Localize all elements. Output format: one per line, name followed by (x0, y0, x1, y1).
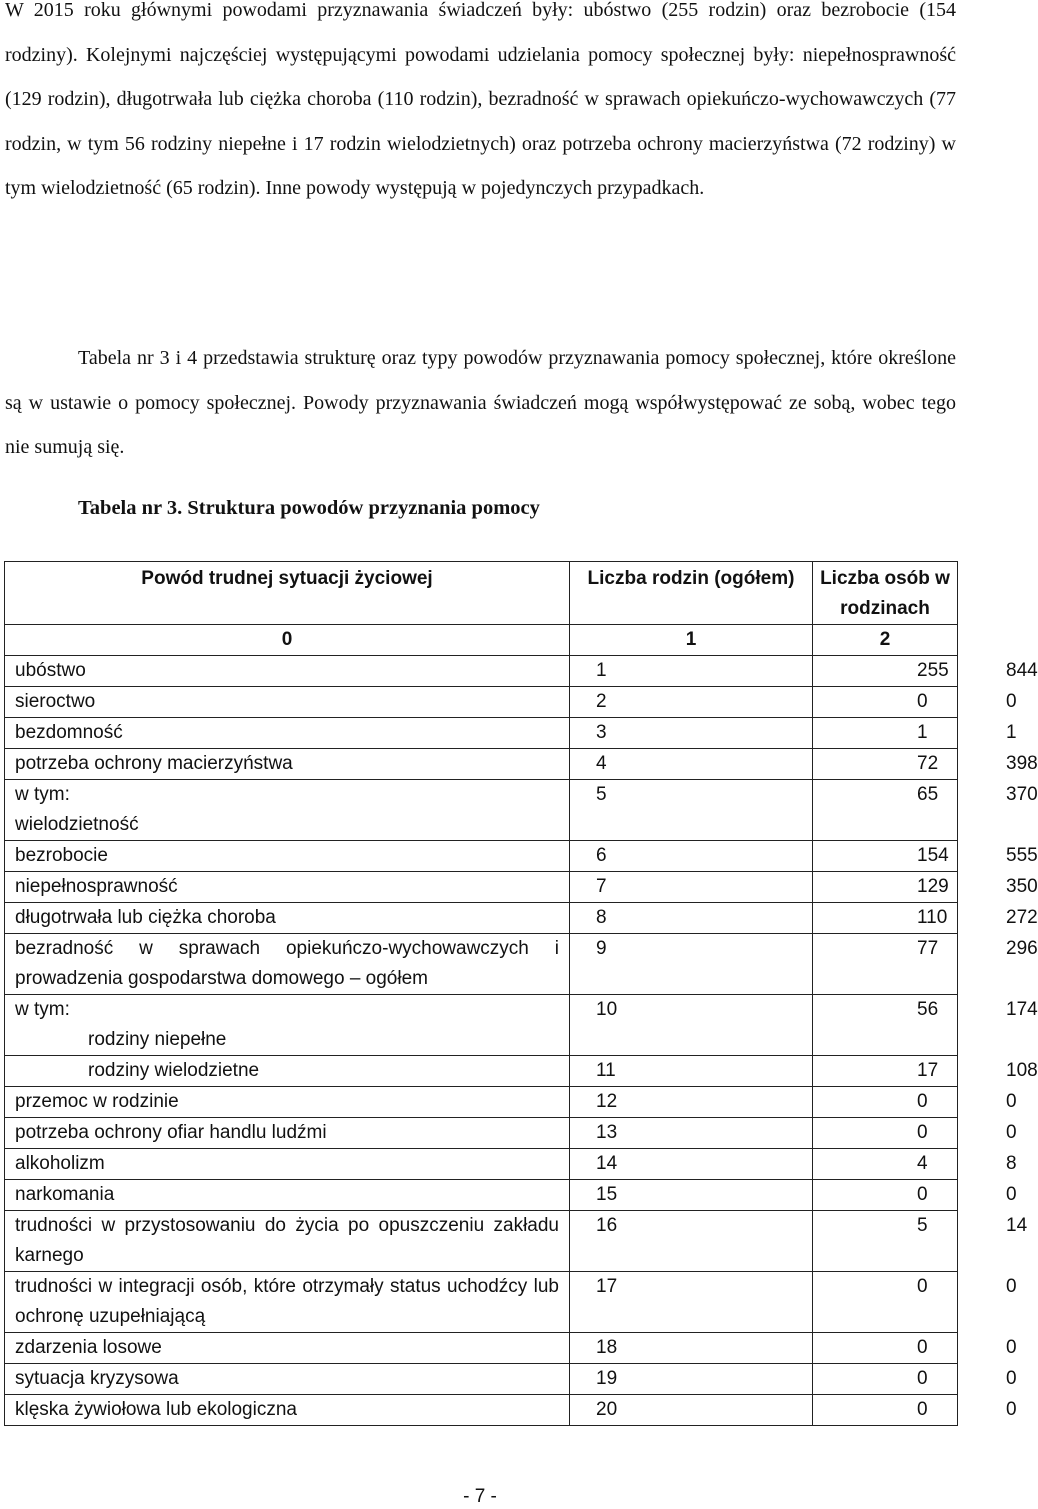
column-number: 0 (5, 625, 570, 656)
row-label: przemoc w rodzinie (5, 1087, 570, 1118)
table-row: zdarzenia losowe 18 0 0 (5, 1333, 958, 1364)
table-row: bezradność w sprawach opiekuńczo-wychowawczych i prowadzenia gospodarstwa domowego – ogółem 9 77 296 (5, 934, 958, 995)
table-row: ubóstwo 1 255 844 (5, 656, 958, 687)
families-count: 0 (813, 1180, 958, 1211)
families-count: 0 (813, 1364, 958, 1395)
row-label-prefix: w tym: (15, 784, 70, 805)
table-row: potrzeba ochrony macierzyństwa 4 72 398 (5, 749, 958, 780)
families-count: 0 (813, 1118, 958, 1149)
table-row: przemoc w rodzinie 12 0 0 (5, 1087, 958, 1118)
row-number: 9 (570, 934, 813, 995)
row-number: 14 (570, 1149, 813, 1180)
row-label: potrzeba ochrony macierzyństwa (5, 749, 570, 780)
row-label: alkoholizm (5, 1149, 570, 1180)
families-count: 0 (813, 687, 958, 718)
row-label: długotrwała lub ciężka choroba (5, 903, 570, 934)
families-count: 110 (813, 903, 958, 934)
header-families: Liczba rodzin (ogółem) (570, 562, 813, 625)
families-count: 0 (813, 1272, 958, 1333)
families-count: 77 (813, 934, 958, 995)
table-description-paragraph: Tabela nr 3 i 4 przedstawia strukturę oraz typy powodów przyznawania pomocy społecznej, które określone są w ustawie o pomocy społecznej. Powody przyznawania świadczeń mogą współwystępować ze sobą, wobec tego nie sumują się. (5, 347, 956, 458)
families-count: 0 (813, 1395, 958, 1426)
table-row: trudności w integracji osób, które otrzymały status uchodźcy lub ochronę uzupełniającą 17 0 0 (5, 1272, 958, 1333)
row-label: niepełnosprawność (5, 872, 570, 903)
families-count: 65 (813, 780, 958, 841)
table-row: alkoholizm 14 4 8 (5, 1149, 958, 1180)
row-label: potrzeba ochrony ofiar handlu ludźmi (5, 1118, 570, 1149)
row-number: 12 (570, 1087, 813, 1118)
row-number: 2 (570, 687, 813, 718)
table-row: sytuacja kryzysowa 19 0 0 (5, 1364, 958, 1395)
row-label: trudności w przystosowaniu do życia po opuszczeniu zakładu karnego (5, 1211, 570, 1272)
table-row: bezrobocie 6 154 555 (5, 841, 958, 872)
row-number: 7 (570, 872, 813, 903)
row-label: bezrobocie (5, 841, 570, 872)
table-row: w tym: wielodzietność 5 65 370 (5, 780, 958, 841)
table-row: narkomania 15 0 0 (5, 1180, 958, 1211)
families-count: 56 (813, 995, 958, 1056)
families-count: 1 (813, 718, 958, 749)
row-label: narkomania (5, 1180, 570, 1211)
families-count: 5 (813, 1211, 958, 1272)
row-number: 15 (570, 1180, 813, 1211)
table-row: w tym: rodziny niepełne 10 56 174 (5, 995, 958, 1056)
row-label-sub: rodziny niepełne (88, 1029, 227, 1050)
row-number: 16 (570, 1211, 813, 1272)
table-row: klęska żywiołowa lub ekologiczna 20 0 0 (5, 1395, 958, 1426)
families-count: 129 (813, 872, 958, 903)
families-count: 154 (813, 841, 958, 872)
table-caption: Tabela nr 3. Struktura powodów przyznania pomocy (78, 497, 540, 519)
row-number: 5 (570, 780, 813, 841)
families-count: 72 (813, 749, 958, 780)
reasons-table (4, 561, 1038, 1426)
row-label: sieroctwo (5, 687, 570, 718)
table-body (5, 625, 1038, 1426)
row-number: 10 (570, 995, 813, 1056)
row-number: 1 (570, 656, 813, 687)
row-label (5, 995, 570, 1056)
families-count: 17 (813, 1056, 958, 1087)
column-number: 2 (813, 625, 958, 656)
row-number: 19 (570, 1364, 813, 1395)
row-number: 18 (570, 1333, 813, 1364)
table-row: bezdomność 3 1 1 (5, 718, 958, 749)
families-count: 0 (813, 1333, 958, 1364)
row-number: 8 (570, 903, 813, 934)
row-label: trudności w integracji osób, które otrzymały status uchodźcy lub ochronę uzupełniającą (5, 1272, 570, 1333)
header-persons: Liczba osób w rodzinach (813, 562, 958, 625)
row-label: bezdomność (5, 718, 570, 749)
row-number: 11 (570, 1056, 813, 1087)
table-row: potrzeba ochrony ofiar handlu ludźmi 13 0 0 (5, 1118, 958, 1149)
families-count: 255 (813, 656, 958, 687)
table-row: niepełnosprawność 7 129 350 (5, 872, 958, 903)
row-label-prefix: w tym: (15, 999, 70, 1020)
row-number: 13 (570, 1118, 813, 1149)
row-number: 3 (570, 718, 813, 749)
header-reason: Powód trudnej sytuacji życiowej (5, 562, 570, 625)
row-number: 6 (570, 841, 813, 872)
row-label: ubóstwo (5, 656, 570, 687)
row-label: zdarzenia losowe (5, 1333, 570, 1364)
families-count: 4 (813, 1149, 958, 1180)
row-number: 4 (570, 749, 813, 780)
column-number-row (5, 625, 958, 656)
row-label: bezradność w sprawach opiekuńczo-wychowawczych i prowadzenia gospodarstwa domowego – ogółem (5, 934, 570, 995)
intro-paragraph: W 2015 roku głównymi powodami przyznawania świadczeń były: ubóstwo (255 rodzin) oraz bezrobocie (154 rodziny). Kolejnymi najczęściej występującymi powodami udzielania pomocy społecznej były: niepełnosprawność (129 rodzin), długotrwała lub ciężka choroba (110 rodzin), bezradność w sprawach opiekuńczo-wychowawczych (77 rodzin, w tym 56 rodziny niepełne i 17 rodzin wielodzietnych) oraz potrzeba ochrony macierzyństwa (72 rodziny) w tym wielodzietność (65 rodzin). Inne powody występują w pojedynczych przypadkach. (5, 0, 956, 199)
table-row: trudności w przystosowaniu do życia po opuszczeniu zakładu karnego 16 5 14 (5, 1211, 958, 1272)
row-label: klęska żywiołowa lub ekologiczna (5, 1395, 570, 1426)
families-count: 0 (813, 1087, 958, 1118)
page-number: - 7 - (463, 1486, 497, 1507)
row-number: 20 (570, 1395, 813, 1426)
table-row: długotrwała lub ciężka choroba 8 110 272 (5, 903, 958, 934)
row-label: sytuacja kryzysowa (5, 1364, 570, 1395)
table-row: rodziny wielodzietne 11 17 108 (5, 1056, 958, 1087)
row-label-sub: wielodzietność (15, 814, 139, 835)
table-row: sieroctwo 2 0 0 (5, 687, 958, 718)
table-header-row (5, 562, 958, 625)
row-number: 17 (570, 1272, 813, 1333)
column-number: 1 (570, 625, 813, 656)
row-label: rodziny wielodzietne (5, 1056, 570, 1087)
row-label (5, 780, 570, 841)
